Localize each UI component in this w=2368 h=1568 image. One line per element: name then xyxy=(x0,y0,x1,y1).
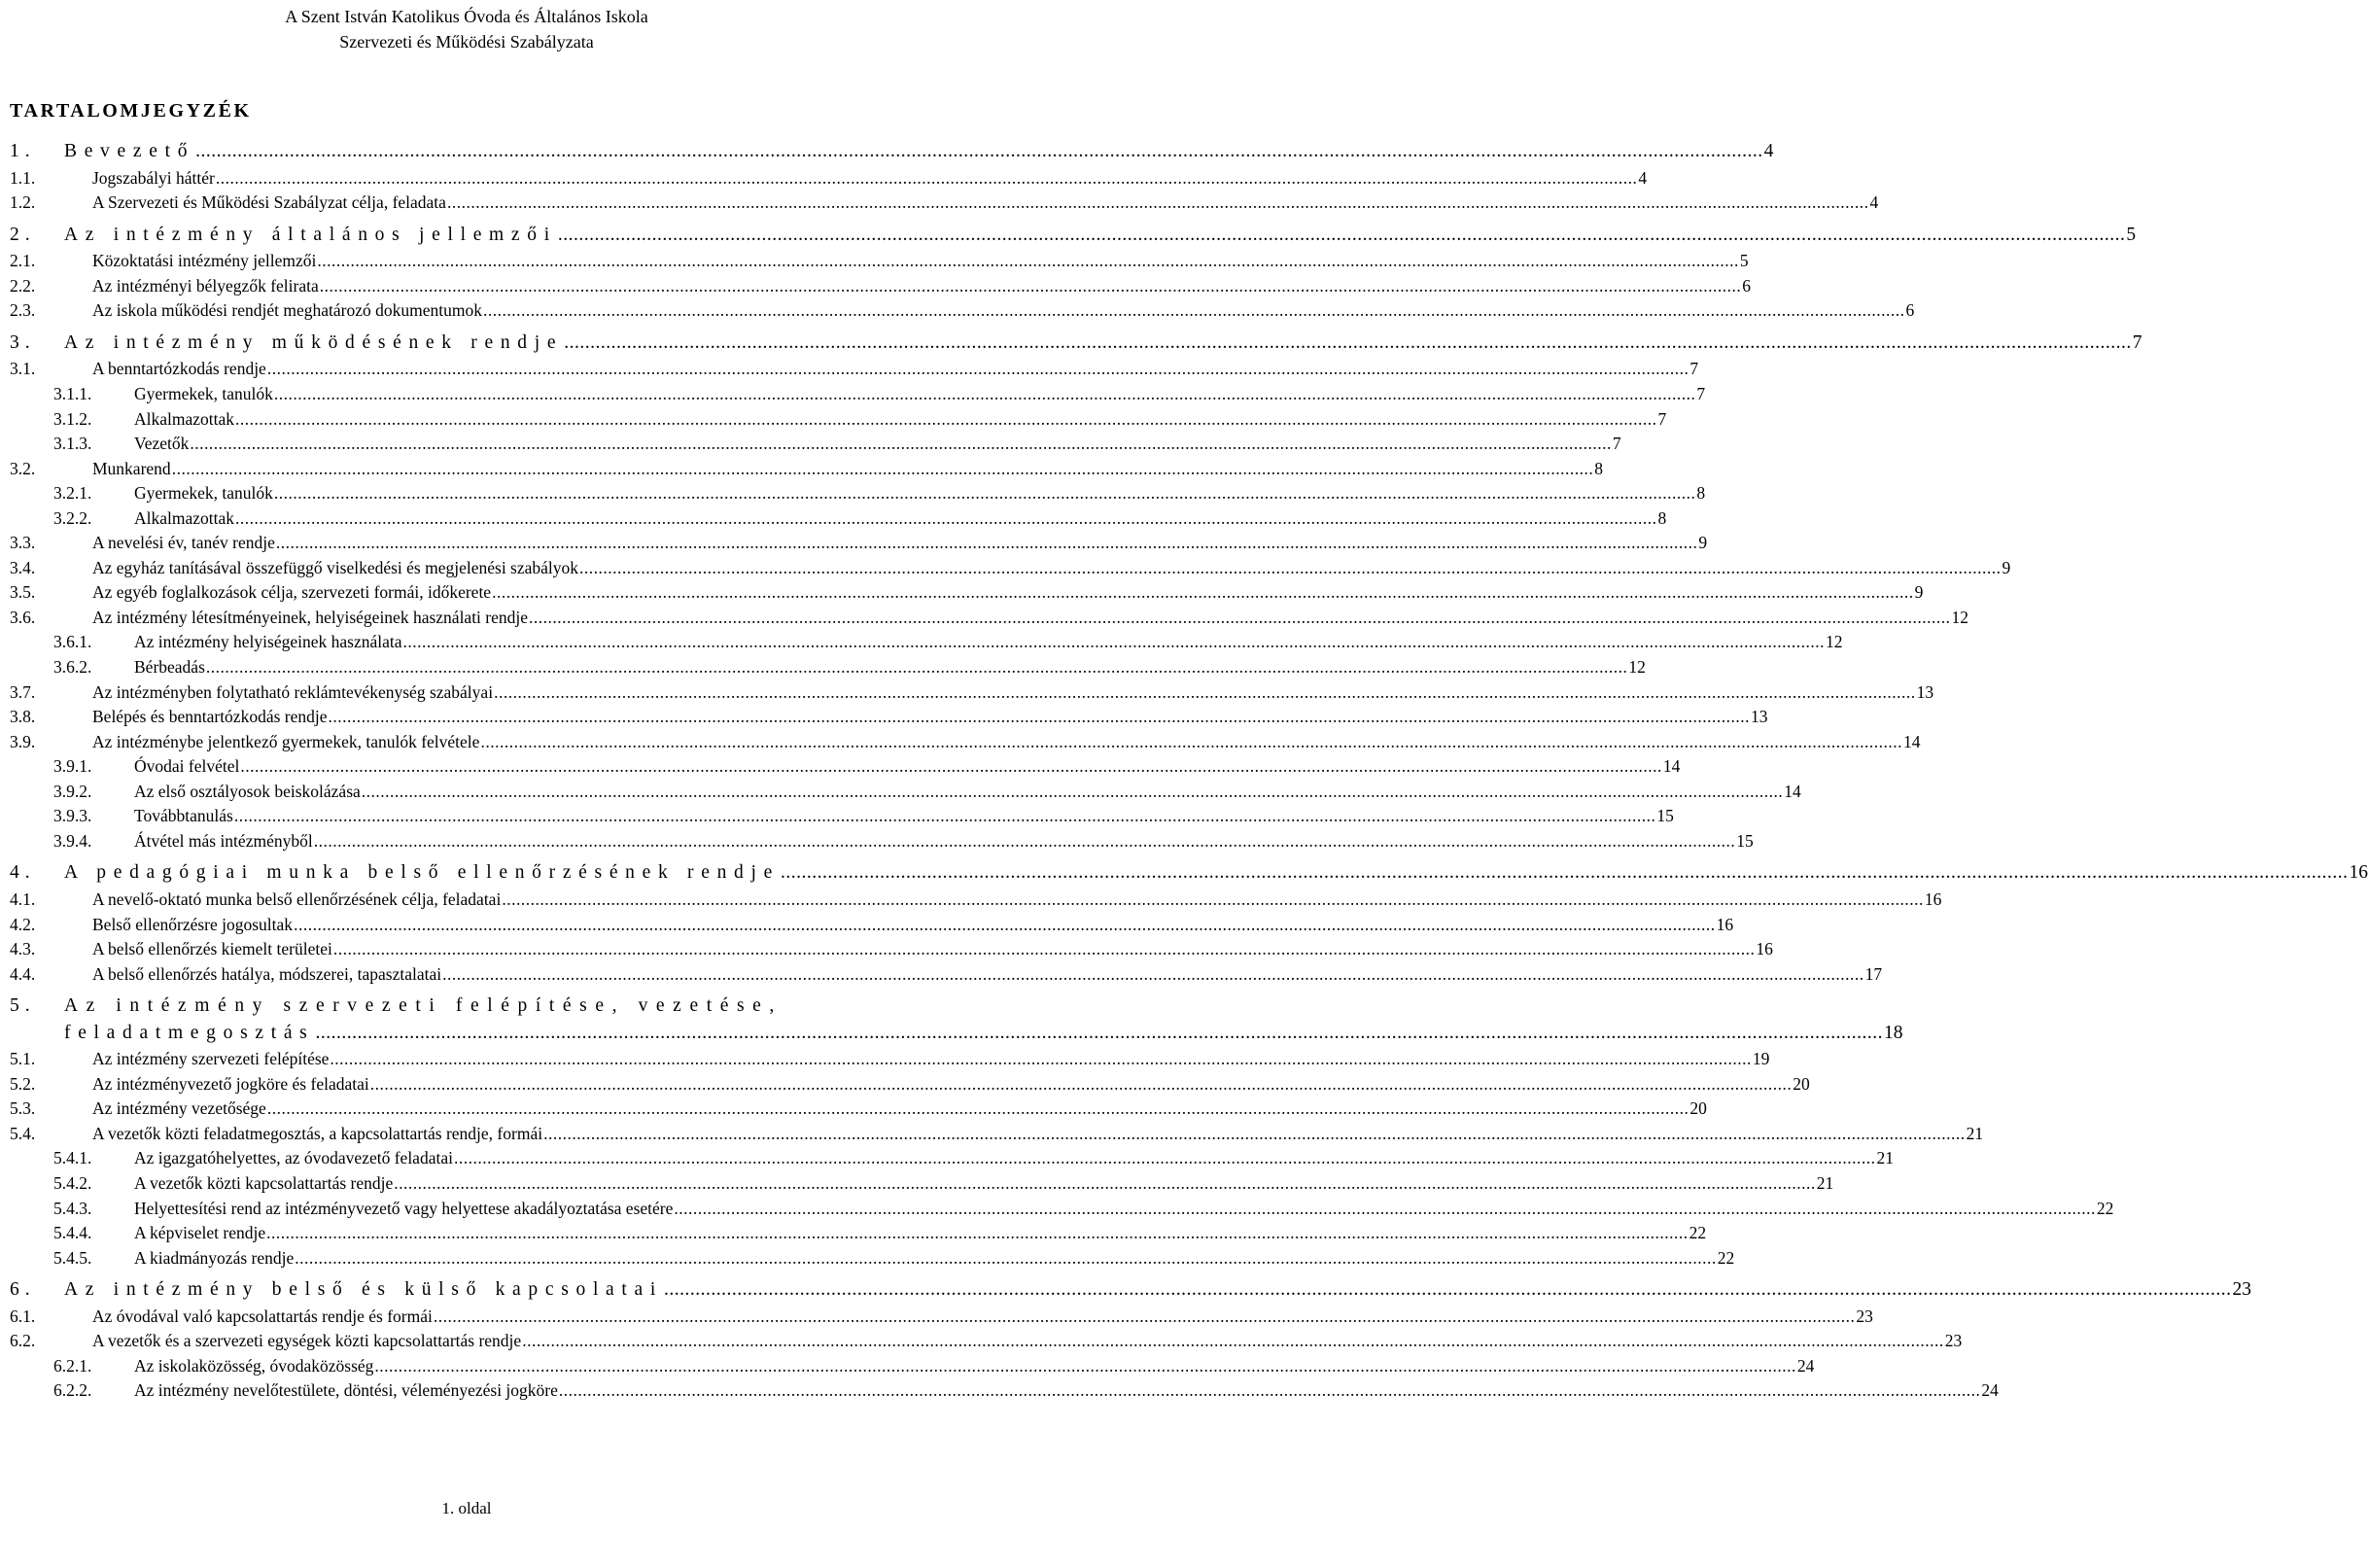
toc-entry-page: 6 xyxy=(1742,275,1751,296)
toc-entry-number: 5.3. xyxy=(10,1098,36,1119)
toc-entry-number: 4. xyxy=(10,862,36,884)
toc-entry-3-2-2[interactable] xyxy=(53,507,1667,529)
toc-entry-5-4[interactable] xyxy=(10,1123,1984,1144)
toc-entry-number: 5.4. xyxy=(10,1123,36,1143)
toc-entry-5-4-1[interactable] xyxy=(53,1148,1894,1168)
header-school-name: A Szent István Katolikus Óvoda és Általános Iskola xyxy=(285,7,648,26)
toc-leader-dots: ............................................................................................................................................................................................................................................................................................................ xyxy=(266,359,1689,379)
toc-entry-3-1-2[interactable] xyxy=(53,408,1667,430)
toc-entry-number: 3.1.1. xyxy=(53,383,92,403)
toc-leader-dots: ............................................................................................................................................................................................................................................................................................................ xyxy=(369,1073,1793,1094)
toc-leader-dots: ............................................................................................................................................................................................................................................................................................................ xyxy=(313,830,1736,851)
toc-entry-page: 12 xyxy=(1628,657,1646,677)
toc-entry-title: Az iskola működési rendjét meghatározó dokumentumok xyxy=(92,300,482,321)
toc-leader-dots: ............................................................................................................................................................................................................................................................................................................ xyxy=(215,167,1638,188)
toc-entry-5-2[interactable] xyxy=(10,1073,1810,1095)
toc-leader-dots: ............................................................................................................................................................................................................................................................................................................ xyxy=(195,141,1763,161)
toc-leader-dots: ............................................................................................................................................................................................................................................................................................................ xyxy=(543,1123,1966,1143)
toc-leader-dots: ............................................................................................................................................................................................................................................................................................................ xyxy=(502,889,1924,909)
toc-leader-dots: ............................................................................................................................................................................................................................................................................................................ xyxy=(780,862,2349,884)
toc-entry-title: Az intézményvezető jogköre és feladatai xyxy=(92,1073,369,1094)
toc-entry-3[interactable] xyxy=(10,331,2142,354)
toc-entry-title: Továbbtanulás xyxy=(134,806,233,826)
toc-entry-number: 5.4.2. xyxy=(53,1173,92,1193)
toc-entry-page: 19 xyxy=(1752,1049,1770,1069)
toc-entry-5-4-5[interactable] xyxy=(53,1247,1735,1269)
toc-entry-number: 3.6.2. xyxy=(53,657,92,677)
toc-entry-title: Közoktatási intézmény jellemzői xyxy=(92,251,317,271)
toc-entry-5-4-2[interactable] xyxy=(53,1173,1834,1194)
toc-entry-page: 7 xyxy=(1657,408,1667,429)
toc-leader-dots: ............................................................................................................................................................................................................................................................................................................ xyxy=(330,1049,1752,1069)
toc-entry-2-1[interactable] xyxy=(10,251,1749,271)
toc-leader-dots: ............................................................................................................................................................................................................................................................................................................ xyxy=(171,458,1594,478)
toc-entry-number: 5.2. xyxy=(10,1073,36,1094)
toc-entry-page: 22 xyxy=(1717,1247,1735,1268)
toc-entry-number: 3.9.2. xyxy=(53,781,92,801)
toc-entry-title: A vezetők és a szervezeti egységek közti kapcsolattartás rendje xyxy=(92,1331,522,1351)
toc-leader-dots: ............................................................................................................................................................................................................................................................................................................ xyxy=(275,533,1698,553)
toc-entry-page: 14 xyxy=(1662,756,1681,777)
toc-entry-number: 6. xyxy=(10,1279,36,1301)
toc-entry-2-3[interactable] xyxy=(10,300,1915,321)
toc-entry-title: Az intézmény vezetősége xyxy=(92,1098,266,1119)
toc-entry-number: 6.2.2. xyxy=(53,1380,92,1401)
toc-leader-dots: ............................................................................................................................................................................................................................................................................................................ xyxy=(564,331,2132,353)
toc-entry-page: 4 xyxy=(1763,141,1774,161)
toc-leader-dots: ............................................................................................................................................................................................................................................................................................................ xyxy=(315,1022,1883,1043)
toc-leader-dots: ............................................................................................................................................................................................................................................................................................................ xyxy=(522,1331,1944,1351)
toc-entry-3-9-4[interactable] xyxy=(53,830,1754,852)
toc-entry-title: Bérbeadás xyxy=(134,657,205,677)
toc-entry-title: Az intézmény szervezeti felépítése, vezetése, xyxy=(64,995,783,1017)
toc-entry-title: Óvodai felvétel xyxy=(134,756,240,777)
toc-entry-title: Gyermekek, tanulók xyxy=(134,383,273,403)
toc-entry-page: 16 xyxy=(1756,939,1773,959)
toc-entry-page: 14 xyxy=(1902,731,1921,751)
toc-entry-title: Belső ellenőrzésre jogosultak xyxy=(92,914,294,934)
toc-leader-dots: ............................................................................................................................................................................................................................................................................................................ xyxy=(240,756,1662,777)
toc-entry-number: 1.2. xyxy=(10,192,36,213)
toc-entry-title: A képviselet rendje xyxy=(134,1223,266,1243)
toc-entry-number: 3.8. xyxy=(10,707,36,727)
toc-entry-page: 21 xyxy=(1966,1123,1984,1143)
toc-leader-dots: ............................................................................................................................................................................................................................................................................................................ xyxy=(453,1148,1876,1168)
toc-entry-3-6-2[interactable] xyxy=(53,657,1646,678)
toc-entry-4-2[interactable] xyxy=(10,914,1734,935)
toc-entry-3-8[interactable] xyxy=(10,707,1768,727)
toc-entry-number: 6.2. xyxy=(10,1331,36,1351)
toc-entry-1[interactable] xyxy=(10,141,1774,162)
toc-entry-number: 3.9.1. xyxy=(53,756,92,777)
toc-entry-page: 4 xyxy=(1869,192,1879,213)
toc-entry-page: 22 xyxy=(2096,1198,2114,1218)
toc-entry-title: Az intézmény helyiségeinek használata xyxy=(134,632,402,652)
toc-entry-page: 24 xyxy=(1981,1380,1999,1401)
toc-entry-title: Az egyéb foglalkozások célja, szervezeti formái, időkerete xyxy=(92,582,492,603)
toc-entry-title: A vezetők közti feladatmegosztás, a kapcsolattartás rendje, formái xyxy=(92,1123,543,1143)
toc-entry-title: Az intézmény létesítményeinek, helyiségeinek használati rendje xyxy=(92,607,529,627)
toc-entry-number: 4.1. xyxy=(10,889,36,909)
toc-leader-dots: ............................................................................................................................................................................................................................................................................................................ xyxy=(190,434,1612,454)
toc-entry-page: 20 xyxy=(1689,1098,1707,1119)
toc-entry-page: 9 xyxy=(1698,533,1708,553)
toc-entry-number: 4.3. xyxy=(10,939,36,959)
toc-entry-title-continuation: feladatmegosztás xyxy=(64,1022,315,1043)
toc-leader-dots: ............................................................................................................................................................................................................................................................................................................ xyxy=(482,300,1905,321)
toc-entry-number: 2. xyxy=(10,224,36,245)
toc-entry-number: 2.1. xyxy=(10,251,36,271)
toc-leader-dots: ............................................................................................................................................................................................................................................................................................................ xyxy=(494,681,1916,702)
toc-entry-title: Az intézmény általános jellemzői xyxy=(64,224,557,245)
toc-entry-3-1-1[interactable] xyxy=(53,383,1706,404)
toc-leader-dots: ............................................................................................................................................................................................................................................................................................................ xyxy=(557,224,2126,245)
toc-entry-3-4[interactable] xyxy=(10,557,2011,578)
toc-entry-title: Alkalmazottak xyxy=(134,408,235,429)
toc-entry-number: 1.1. xyxy=(10,167,36,188)
toc-entry-number: 3.9.4. xyxy=(53,830,92,851)
toc-leader-dots: ............................................................................................................................................................................................................................................................................................................ xyxy=(394,1173,1816,1193)
toc-entry-page: 7 xyxy=(1612,434,1621,454)
toc-entry-number: 3. xyxy=(10,331,36,353)
toc-entry-title: Bevezető xyxy=(64,141,195,161)
toc-entry-number: 3.5. xyxy=(10,582,36,603)
toc-entry-number: 4.4. xyxy=(10,963,36,984)
toc-entry-page: 18 xyxy=(1883,1022,1903,1043)
toc-leader-dots: ............................................................................................................................................................................................................................................................................................................ xyxy=(433,1306,1856,1326)
toc-leader-dots: ............................................................................................................................................................................................................................................................................................................ xyxy=(579,557,2002,577)
toc-leader-dots: ............................................................................................................................................................................................................................................................................................................ xyxy=(492,582,1914,603)
toc-leader-dots: ............................................................................................................................................................................................................................................................................................................ xyxy=(233,806,1656,826)
toc-entry-number: 4.2. xyxy=(10,914,36,934)
toc-entry-5-4-4[interactable] xyxy=(53,1223,1707,1243)
toc-entry-6[interactable] xyxy=(10,1279,2252,1301)
toc-leader-dots: ............................................................................................................................................................................................................................................................................................................ xyxy=(319,275,1742,296)
toc-leader-dots: ............................................................................................................................................................................................................................................................................................................ xyxy=(374,1355,1796,1376)
toc-leader-dots: ............................................................................................................................................................................................................................................................................................................ xyxy=(266,1098,1689,1119)
toc-leader-dots: ............................................................................................................................................................................................................................................................................................................ xyxy=(273,383,1696,403)
toc-entry-title: Az iskolaközösség, óvodaközösség xyxy=(134,1355,374,1376)
toc-entry-page: 23 xyxy=(1856,1306,1873,1326)
toc-entry-5-3[interactable] xyxy=(10,1098,1707,1119)
toc-entry-title: Munkarend xyxy=(92,458,171,478)
toc-entry-number: 1. xyxy=(10,141,36,161)
toc-entry-continuation[interactable] xyxy=(64,1022,1903,1044)
toc-entry-6-2[interactable] xyxy=(10,1331,1963,1351)
toc-entry-page: 15 xyxy=(1656,806,1674,826)
toc-entry-title: Az intézményben folytatható reklámtevékenység szabályai xyxy=(92,681,494,702)
toc-entry-number: 5.4.1. xyxy=(53,1148,92,1168)
toc-entry-number: 6.1. xyxy=(10,1306,36,1326)
toc-entry-page: 16 xyxy=(1716,914,1734,934)
toc-entry-title: Az intézményi bélyegzők felirata xyxy=(92,275,319,296)
toc-entry-number: 3.6. xyxy=(10,607,36,627)
toc-entry-page: 14 xyxy=(1784,781,1801,801)
toc-entry-number: 5.1. xyxy=(10,1049,36,1069)
toc-entry-4-1[interactable] xyxy=(10,889,1942,910)
toc-leader-dots: ............................................................................................................................................................................................................................................................................................................ xyxy=(674,1198,2096,1218)
toc-entry-page: 12 xyxy=(1826,632,1843,652)
toc-entry-number: 3.3. xyxy=(10,533,36,553)
toc-leader-dots: ............................................................................................................................................................................................................................................................................................................ xyxy=(664,1279,2232,1301)
toc-entry-title: A nevelő-oktató munka belső ellenőrzésének célja, feladatai xyxy=(92,889,502,909)
toc-entry-5-1[interactable] xyxy=(10,1049,1770,1069)
toc-entry-number: 5.4.4. xyxy=(53,1223,92,1243)
toc-entry-number: 3.2. xyxy=(10,458,36,478)
toc-entry-page: 8 xyxy=(1594,458,1603,478)
toc-entry-page: 9 xyxy=(1914,582,1924,603)
toc-entry-title: Alkalmazottak xyxy=(134,507,235,528)
toc-entry-page: 7 xyxy=(2132,331,2142,353)
toc-entry-number: 5.4.3. xyxy=(53,1198,92,1218)
toc-entry-title: A Szervezeti és Működési Szabályzat célja, feladata xyxy=(92,192,446,213)
toc-entry-page: 12 xyxy=(1951,607,1969,627)
toc-entry-title: Gyermekek, tanulók xyxy=(134,483,273,504)
toc-entry-title: A kiadmányozás rendje xyxy=(134,1247,295,1268)
toc-entry-page: 17 xyxy=(1864,963,1883,984)
toc-entry-number: 3.4. xyxy=(10,557,36,577)
toc-entry-title: A belső ellenőrzés kiemelt területei xyxy=(92,939,332,959)
toc-entry-page: 7 xyxy=(1696,383,1706,403)
toc-entry-4-4[interactable] xyxy=(10,963,1883,985)
toc-entry-4[interactable] xyxy=(10,862,2368,884)
toc-entry-number: 3.1.2. xyxy=(53,408,92,429)
toc-entry-page: 15 xyxy=(1736,830,1754,851)
toc-entry-title: Az intézmény működésének rendje xyxy=(64,331,564,353)
toc-entry-3-2[interactable] xyxy=(10,458,1603,479)
toc-entry-3-6-1[interactable] xyxy=(53,632,1843,652)
toc-entry-page: 20 xyxy=(1793,1073,1810,1094)
toc-entry-3-9-3[interactable] xyxy=(53,806,1674,826)
toc-entry-title: Az egyház tanításával összefüggő viselkedési és megjelenési szabályok xyxy=(92,557,579,577)
toc-entry-title: Vezetők xyxy=(134,434,190,454)
toc-entry-1-2[interactable] xyxy=(10,192,1879,213)
toc-entry-3-9-1[interactable] xyxy=(53,756,1681,777)
toc-entry-number: 3.9. xyxy=(10,731,36,751)
toc-entry-page: 4 xyxy=(1638,167,1648,188)
toc-leader-dots: ............................................................................................................................................................................................................................................................................................................ xyxy=(266,1223,1689,1243)
toc-entry-page: 8 xyxy=(1657,507,1667,528)
toc-entry-2-2[interactable] xyxy=(10,275,1751,296)
toc-entry-6-2-1[interactable] xyxy=(53,1355,1815,1376)
toc-entry-number: 3.6.1. xyxy=(53,632,92,652)
toc-entry-number: 3.9.3. xyxy=(53,806,92,826)
toc-entry-title: Az igazgatóhelyettes, az óvodavezető feladatai xyxy=(134,1148,453,1168)
toc-entry-title: Az intézménybe jelentkező gyermekek, tanulók felvétele xyxy=(92,731,480,751)
toc-entry-page: 9 xyxy=(2002,557,2011,577)
toc-entry-3-5[interactable] xyxy=(10,582,1924,603)
toc-entry-page: 24 xyxy=(1796,1355,1815,1376)
toc-entry-title: Jogszabályi háttér xyxy=(92,167,215,188)
toc-entry-page: 8 xyxy=(1696,483,1706,504)
toc-entry-page: 13 xyxy=(1751,707,1768,727)
toc-entry-page: 16 xyxy=(2349,862,2368,884)
toc-leader-dots: ............................................................................................................................................................................................................................................................................................................ xyxy=(480,731,1902,751)
toc-entry-number: 2.2. xyxy=(10,275,36,296)
toc-entry-title: A belső ellenőrzés hatálya, módszerei, tapasztalatai xyxy=(92,963,442,984)
toc-entry-number: 3.2.1. xyxy=(53,483,92,504)
toc-entry-page: 22 xyxy=(1689,1223,1707,1243)
toc-leader-dots: ............................................................................................................................................................................................................................................................................................................ xyxy=(361,781,1784,801)
toc-entry-page: 21 xyxy=(1816,1173,1834,1193)
toc-entry-page: 5 xyxy=(1739,251,1749,271)
toc-leader-dots: ............................................................................................................................................................................................................................................................................................................ xyxy=(446,192,1869,213)
toc-entry-title: A benntartózkodás rendje xyxy=(92,359,266,379)
toc-leader-dots: ............................................................................................................................................................................................................................................................................................................ xyxy=(529,607,1951,627)
toc-entry-1-1[interactable] xyxy=(10,167,1648,189)
toc-leader-dots: ............................................................................................................................................................................................................................................................................................................ xyxy=(558,1380,1981,1401)
toc-leader-dots: ............................................................................................................................................................................................................................................................................................................ xyxy=(273,483,1696,504)
toc-entry-title: A nevelési év, tanév rendje xyxy=(92,533,275,553)
toc-entry-number: 3.7. xyxy=(10,681,36,702)
toc-entry-6-1[interactable] xyxy=(10,1306,1873,1327)
toc-entry-page: 23 xyxy=(1944,1331,1963,1351)
toc-entry-title: A pedagógiai munka belső ellenőrzésének rendje xyxy=(64,862,780,884)
toc-entry-title: Az első osztályosok beiskolázása xyxy=(134,781,361,801)
toc-entry-2[interactable] xyxy=(10,224,2137,246)
toc-entry-page: 6 xyxy=(1905,300,1915,321)
toc-entry-title: Helyettesítési rend az intézményvezető vagy helyettese akadályoztatása esetére xyxy=(134,1198,674,1218)
toc-entry-number: 3.2.2. xyxy=(53,507,92,528)
toc-entry-page: 5 xyxy=(2126,224,2137,245)
toc-entry-4-3[interactable] xyxy=(10,939,1773,959)
toc-entry-title: A vezetők közti kapcsolattartás rendje xyxy=(134,1173,394,1193)
header-document-title: Szervezeti és Működési Szabályzata xyxy=(339,32,594,52)
toc-entry-page: 23 xyxy=(2232,1279,2252,1301)
toc-entry-title: Az intézmény belső és külső kapcsolatai xyxy=(64,1279,664,1301)
toc-entry-title: Belépés és benntartózkodás rendje xyxy=(92,707,328,727)
toc-entry-3-2-1[interactable] xyxy=(53,483,1706,504)
toc-entry-page: 21 xyxy=(1876,1148,1894,1168)
toc-entry-3-1[interactable] xyxy=(10,359,1699,379)
toc-entry-3-3[interactable] xyxy=(10,533,1708,553)
toc-entry-3-9-2[interactable] xyxy=(53,781,1801,802)
toc-leader-dots: ............................................................................................................................................................................................................................................................................................................ xyxy=(205,657,1628,677)
toc-entry-3-9[interactable] xyxy=(10,731,1921,752)
toc-leader-dots: ............................................................................................................................................................................................................................................................................................................ xyxy=(317,251,1739,271)
toc-entry-number: 3.1.3. xyxy=(53,434,92,454)
toc-entry-3-6[interactable] xyxy=(10,607,1969,628)
toc-entry-number: 3.1. xyxy=(10,359,36,379)
toc-entry-page: 7 xyxy=(1689,359,1699,379)
page-number: 1. oldal xyxy=(441,1499,492,1517)
toc-leader-dots: ............................................................................................................................................................................................................................................................................................................ xyxy=(402,632,1826,652)
toc-leader-dots: ............................................................................................................................................................................................................................................................................................................ xyxy=(294,914,1716,934)
toc-entry-3-7[interactable] xyxy=(10,681,1934,703)
toc-entry-title: Az óvodával való kapcsolattartás rendje és formái xyxy=(92,1306,433,1326)
toc-leader-dots: ............................................................................................................................................................................................................................................................................................................ xyxy=(295,1247,1717,1268)
toc-entry-number: 6.2.1. xyxy=(53,1355,92,1376)
toc-leader-dots: ............................................................................................................................................................................................................................................................................................................ xyxy=(328,707,1751,727)
toc-entry-title: Az intézmény szervezeti felépítése xyxy=(92,1049,330,1069)
toc-entry-page: 16 xyxy=(1924,889,1942,909)
toc-entry-number: 2.3. xyxy=(10,300,36,321)
toc-leader-dots: ............................................................................................................................................................................................................................................................................................................ xyxy=(332,939,1756,959)
toc-entry-title: Az intézmény nevelőtestülete, döntési, véleményezési jogköre xyxy=(134,1380,558,1401)
toc-heading: TARTALOMJEGYZÉK xyxy=(10,100,252,122)
toc-entry-title: Átvétel más intézményből xyxy=(134,830,313,851)
toc-entry-6-2-2[interactable] xyxy=(53,1380,1999,1401)
toc-entry-page: 13 xyxy=(1916,681,1934,702)
toc-entry-5-4-3[interactable] xyxy=(53,1198,2114,1219)
toc-leader-dots: ............................................................................................................................................................................................................................................................................................................ xyxy=(235,507,1657,528)
toc-entry-number: 5.4.5. xyxy=(53,1247,92,1268)
toc-entry-3-1-3[interactable] xyxy=(53,434,1621,454)
toc-entry-5[interactable] xyxy=(10,995,908,1017)
toc-leader-dots: ............................................................................................................................................................................................................................................................................................................ xyxy=(442,963,1864,984)
toc-entry-number: 5. xyxy=(10,995,36,1017)
toc-leader-dots: ............................................................................................................................................................................................................................................................................................................ xyxy=(235,408,1657,429)
